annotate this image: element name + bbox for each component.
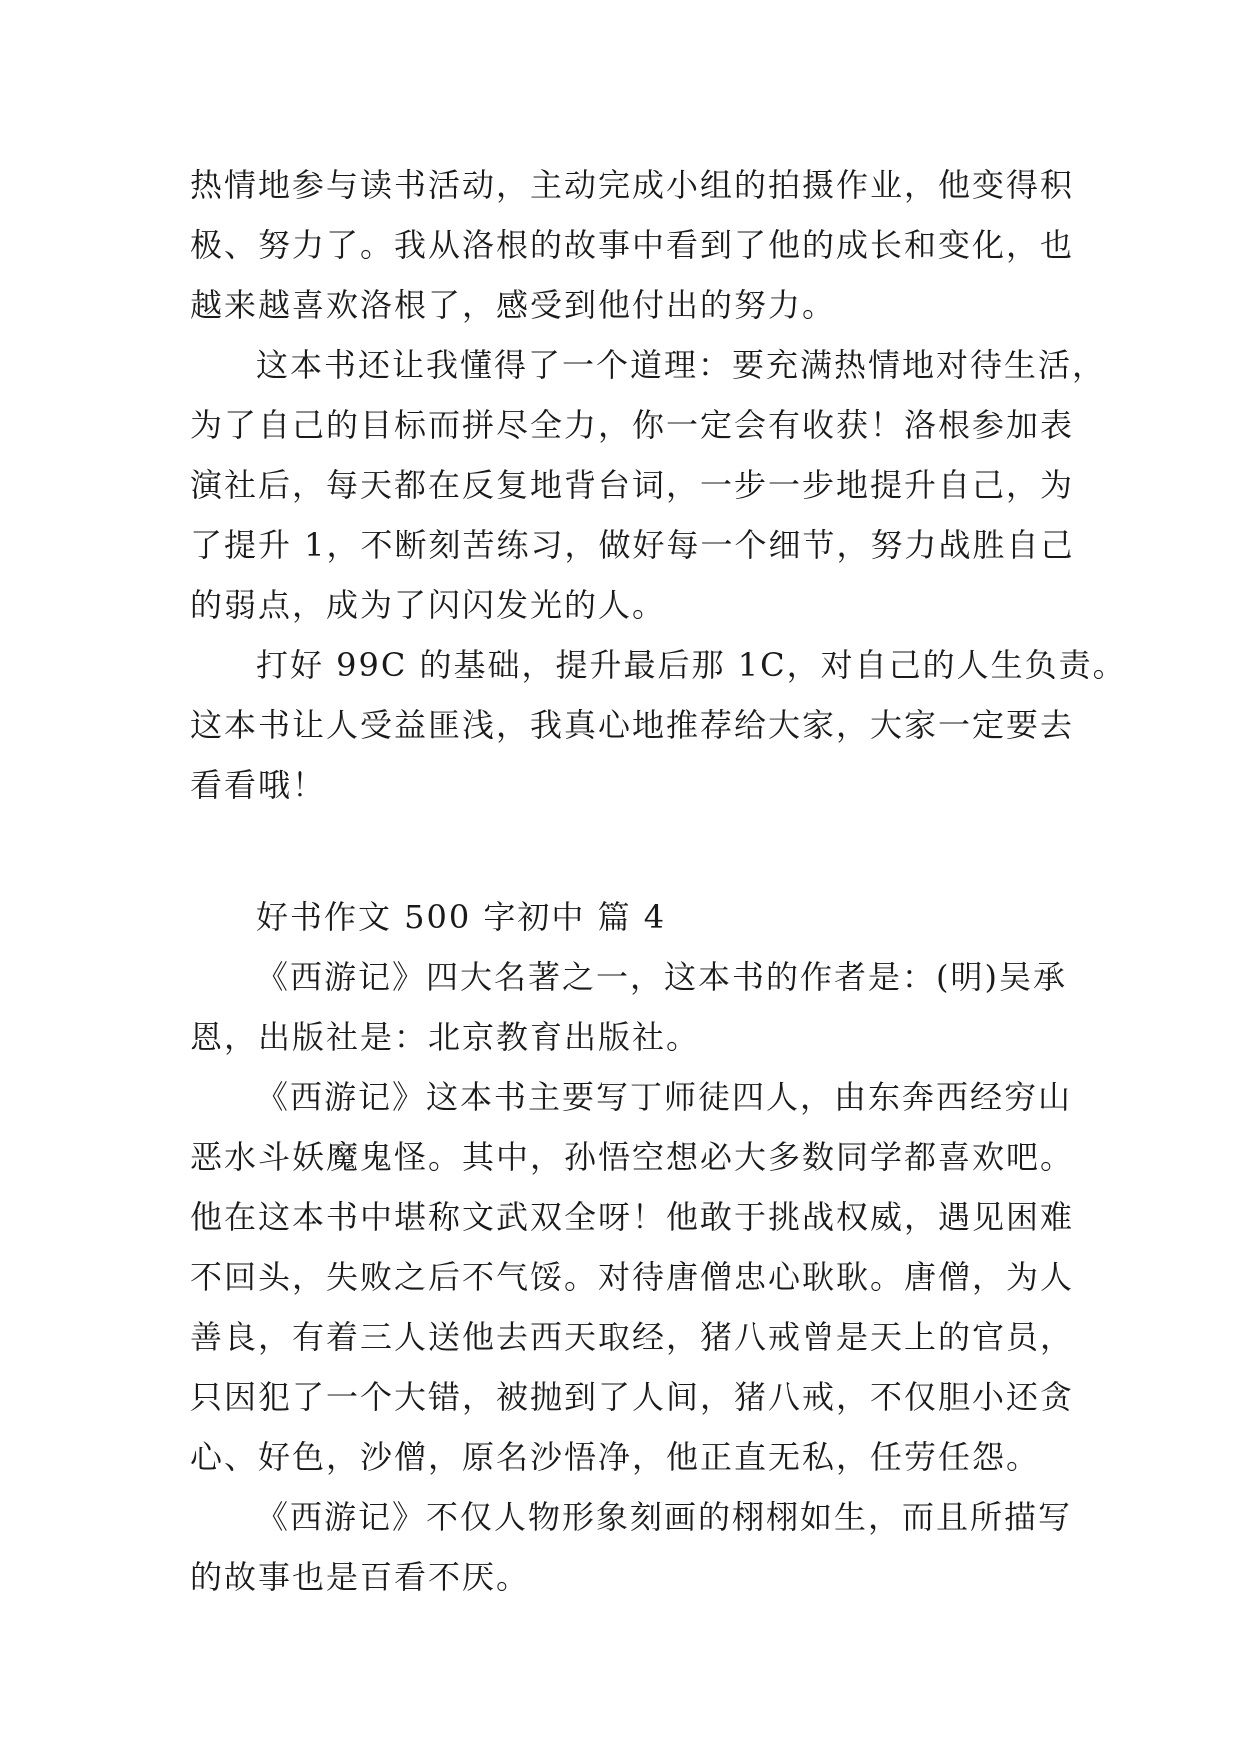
text-line: 的故事也是百看不厌。 — [190, 1558, 531, 1596]
text-line: 《西游记》四大名著之一，这本书的作者是：(明)吴承 — [256, 958, 1067, 996]
text-line: 了提升 1，不断刻苦练习，做好每一个细节，努力战胜自己 — [190, 526, 1075, 564]
text-line: 演社后，每天都在反复地背台词，一步一步地提升自己，为 — [190, 466, 1075, 504]
text-line: 看看哦！ — [190, 766, 327, 804]
paragraph — [190, 1067, 1075, 1487]
text-line: 恩，出版社是：北京教育出版社。 — [190, 1018, 701, 1056]
text-line: 热情地参与读书活动，主动完成小组的拍摄作业，他变得积 — [190, 166, 1075, 204]
text-line: 打好 99C 的基础，提升最后那 1C，对自己的人生负责。 — [256, 646, 1127, 684]
heading-text: 好书作文 500 字初中 篇 4 — [256, 898, 667, 936]
text-line: 他在这本书中堪称文武双全呀！他敢于挑战权威，遇见困难 — [190, 1198, 1075, 1236]
text-line: 这本书还让我懂得了一个道理：要充满热情地对待生活， — [256, 346, 1107, 384]
paragraph — [190, 335, 1107, 635]
paragraph — [190, 947, 1070, 1067]
text-line: 善良，有着三人送他去西天取经，猪八戒曾是天上的官员， — [190, 1318, 1075, 1356]
paragraph — [190, 635, 1127, 815]
text-line: 的弱点，成为了闪闪发光的人。 — [190, 586, 667, 624]
text-line: 《西游记》这本书主要写丁师徒四人，由东奔西经穷山 — [256, 1078, 1073, 1116]
text-line: 为了自己的目标而拼尽全力，你一定会有收获！洛根参加表 — [190, 406, 1075, 444]
text-line: 心、好色，沙僧，原名沙悟净，他正直无私，任劳任怨。 — [190, 1438, 1041, 1476]
section-gap — [190, 815, 1070, 887]
text-line: 这本书让人受益匪浅，我真心地推荐给大家，大家一定要去 — [190, 706, 1075, 744]
paragraph — [190, 1487, 1073, 1607]
text-line: 极、努力了。我从洛根的故事中看到了他的成长和变化，也 — [190, 226, 1075, 264]
text-line: 不回头，失败之后不气馁。对待唐僧忠心耿耿。唐僧，为人 — [190, 1258, 1075, 1296]
text-line: 恶水斗妖魔鬼怪。其中，孙悟空想必大多数同学都喜欢吧。 — [190, 1138, 1075, 1176]
text-line: 《西游记》不仅人物形象刻画的栩栩如生，而且所描写 — [256, 1498, 1073, 1536]
section-heading — [190, 887, 1070, 947]
document-body — [190, 155, 1127, 1607]
text-line: 越来越喜欢洛根了，感受到他付出的努力。 — [190, 286, 837, 324]
text-line: 只因犯了一个大错，被抛到了人间，猪八戒，不仅胆小还贪 — [190, 1378, 1075, 1416]
paragraph — [190, 155, 1075, 335]
